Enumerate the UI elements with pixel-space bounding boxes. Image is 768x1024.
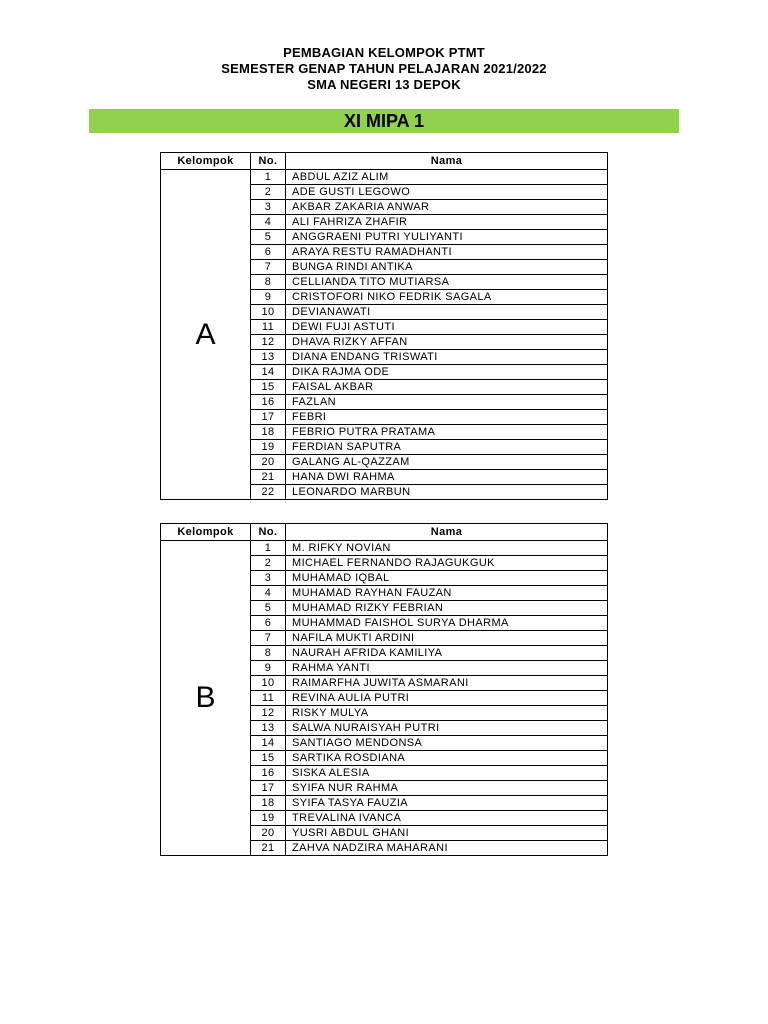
column-header-no: No.: [251, 153, 286, 170]
member-name: NAFILA MUKTI ARDINI: [286, 631, 608, 646]
column-header-nama: Nama: [286, 153, 608, 170]
column-header-kelompok: Kelompok: [161, 524, 251, 541]
member-number: 9: [251, 661, 286, 676]
member-name: FAZLAN: [286, 395, 608, 410]
member-number: 6: [251, 245, 286, 260]
member-number: 11: [251, 691, 286, 706]
member-number: 5: [251, 230, 286, 245]
member-number: 19: [251, 440, 286, 455]
table-row: [161, 170, 608, 185]
member-name: NAURAH AFRIDA KAMILIYA: [286, 646, 608, 661]
member-number: 21: [251, 841, 286, 856]
member-number: 15: [251, 751, 286, 766]
member-name: ARAYA RESTU RAMADHANTI: [286, 245, 608, 260]
member-number: 1: [251, 170, 286, 185]
member-name: SALWA NURAISYAH PUTRI: [286, 721, 608, 736]
member-name: MICHAEL FERNANDO RAJAGUKGUK: [286, 556, 608, 571]
member-number: 4: [251, 586, 286, 601]
member-name: ALI FAHRIZA ZHAFIR: [286, 215, 608, 230]
member-number: 17: [251, 781, 286, 796]
member-number: 8: [251, 646, 286, 661]
column-header-nama: Nama: [286, 524, 608, 541]
member-name: MUHAMAD RAYHAN FAUZAN: [286, 586, 608, 601]
member-name: MUHAMAD IQBAL: [286, 571, 608, 586]
member-number: 18: [251, 425, 286, 440]
member-number: 11: [251, 320, 286, 335]
member-name: AKBAR ZAKARIA ANWAR: [286, 200, 608, 215]
member-name: ADE GUSTI LEGOWO: [286, 185, 608, 200]
member-number: 2: [251, 185, 286, 200]
member-number: 7: [251, 260, 286, 275]
member-name: BUNGA RINDI ANTIKA: [286, 260, 608, 275]
member-number: 1: [251, 541, 286, 556]
member-number: 22: [251, 485, 286, 500]
member-number: 18: [251, 796, 286, 811]
member-name: SISKA ALESIA: [286, 766, 608, 781]
member-name: CELLIANDA TITO MUTIARSA: [286, 275, 608, 290]
member-name: DEVIANAWATI: [286, 305, 608, 320]
member-name: DEWI FUJI ASTUTI: [286, 320, 608, 335]
member-name: YUSRI ABDUL GHANI: [286, 826, 608, 841]
group-table-a: [160, 152, 608, 500]
member-number: 3: [251, 200, 286, 215]
member-name: ABDUL AZIZ ALIM: [286, 170, 608, 185]
member-name: RAHMA YANTI: [286, 661, 608, 676]
member-number: 17: [251, 410, 286, 425]
member-name: ANGGRAENI PUTRI YULIYANTI: [286, 230, 608, 245]
member-name: RAIMARFHA JUWITA ASMARANI: [286, 676, 608, 691]
member-number: 20: [251, 826, 286, 841]
member-number: 4: [251, 215, 286, 230]
document-header: [0, 45, 768, 93]
member-number: 9: [251, 290, 286, 305]
class-name-banner: XI MIPA 1: [89, 109, 679, 133]
member-name: FEBRIO PUTRA PRATAMA: [286, 425, 608, 440]
semester-subtitle: SEMESTER GENAP TAHUN PELAJARAN 2021/2022: [221, 61, 547, 76]
member-number: 14: [251, 736, 286, 751]
member-name: FAISAL AKBAR: [286, 380, 608, 395]
member-name: FEBRI: [286, 410, 608, 425]
member-name: SYIFA NUR RAHMA: [286, 781, 608, 796]
member-number: 19: [251, 811, 286, 826]
member-number: 7: [251, 631, 286, 646]
member-name: RISKY MULYA: [286, 706, 608, 721]
member-name: SANTIAGO MENDONSA: [286, 736, 608, 751]
member-number: 12: [251, 706, 286, 721]
school-name: SMA NEGERI 13 DEPOK: [307, 77, 461, 92]
member-number: 20: [251, 455, 286, 470]
column-header-kelompok: Kelompok: [161, 153, 251, 170]
member-number: 6: [251, 616, 286, 631]
member-name: TREVALINA IVANCA: [286, 811, 608, 826]
member-number: 2: [251, 556, 286, 571]
member-number: 12: [251, 335, 286, 350]
member-number: 10: [251, 305, 286, 320]
member-name: M. RIFKY NOVIAN: [286, 541, 608, 556]
group-label: B: [161, 541, 251, 856]
member-number: 15: [251, 380, 286, 395]
table-header-row: [161, 524, 608, 541]
member-name: FERDIAN SAPUTRA: [286, 440, 608, 455]
table-header-row: [161, 153, 608, 170]
member-name: DHAVA RIZKY AFFAN: [286, 335, 608, 350]
member-name: CRISTOFORI NIKO FEDRIK SAGALA: [286, 290, 608, 305]
member-name: LEONARDO MARBUN: [286, 485, 608, 500]
group-table-b: [160, 523, 608, 856]
member-number: 3: [251, 571, 286, 586]
member-number: 21: [251, 470, 286, 485]
member-number: 16: [251, 766, 286, 781]
member-number: 13: [251, 721, 286, 736]
table-row: [161, 541, 608, 556]
member-name: ZAHVA NADZIRA MAHARANI: [286, 841, 608, 856]
member-name: REVINA AULIA PUTRI: [286, 691, 608, 706]
member-name: HANA DWI RAHMA: [286, 470, 608, 485]
member-number: 16: [251, 395, 286, 410]
column-header-no: No.: [251, 524, 286, 541]
member-number: 13: [251, 350, 286, 365]
member-number: 14: [251, 365, 286, 380]
member-name: DIANA ENDANG TRISWATI: [286, 350, 608, 365]
document-title: PEMBAGIAN KELOMPOK PTMT: [283, 45, 485, 60]
group-label: A: [161, 170, 251, 500]
member-name: SARTIKA ROSDIANA: [286, 751, 608, 766]
member-name: SYIFA TASYA FAUZIA: [286, 796, 608, 811]
member-name: GALANG AL-QAZZAM: [286, 455, 608, 470]
member-number: 10: [251, 676, 286, 691]
member-name: MUHAMMAD FAISHOL SURYA DHARMA: [286, 616, 608, 631]
member-name: DIKA RAJMA ODE: [286, 365, 608, 380]
member-number: 5: [251, 601, 286, 616]
member-number: 8: [251, 275, 286, 290]
member-name: MUHAMAD RIZKY FEBRIAN: [286, 601, 608, 616]
